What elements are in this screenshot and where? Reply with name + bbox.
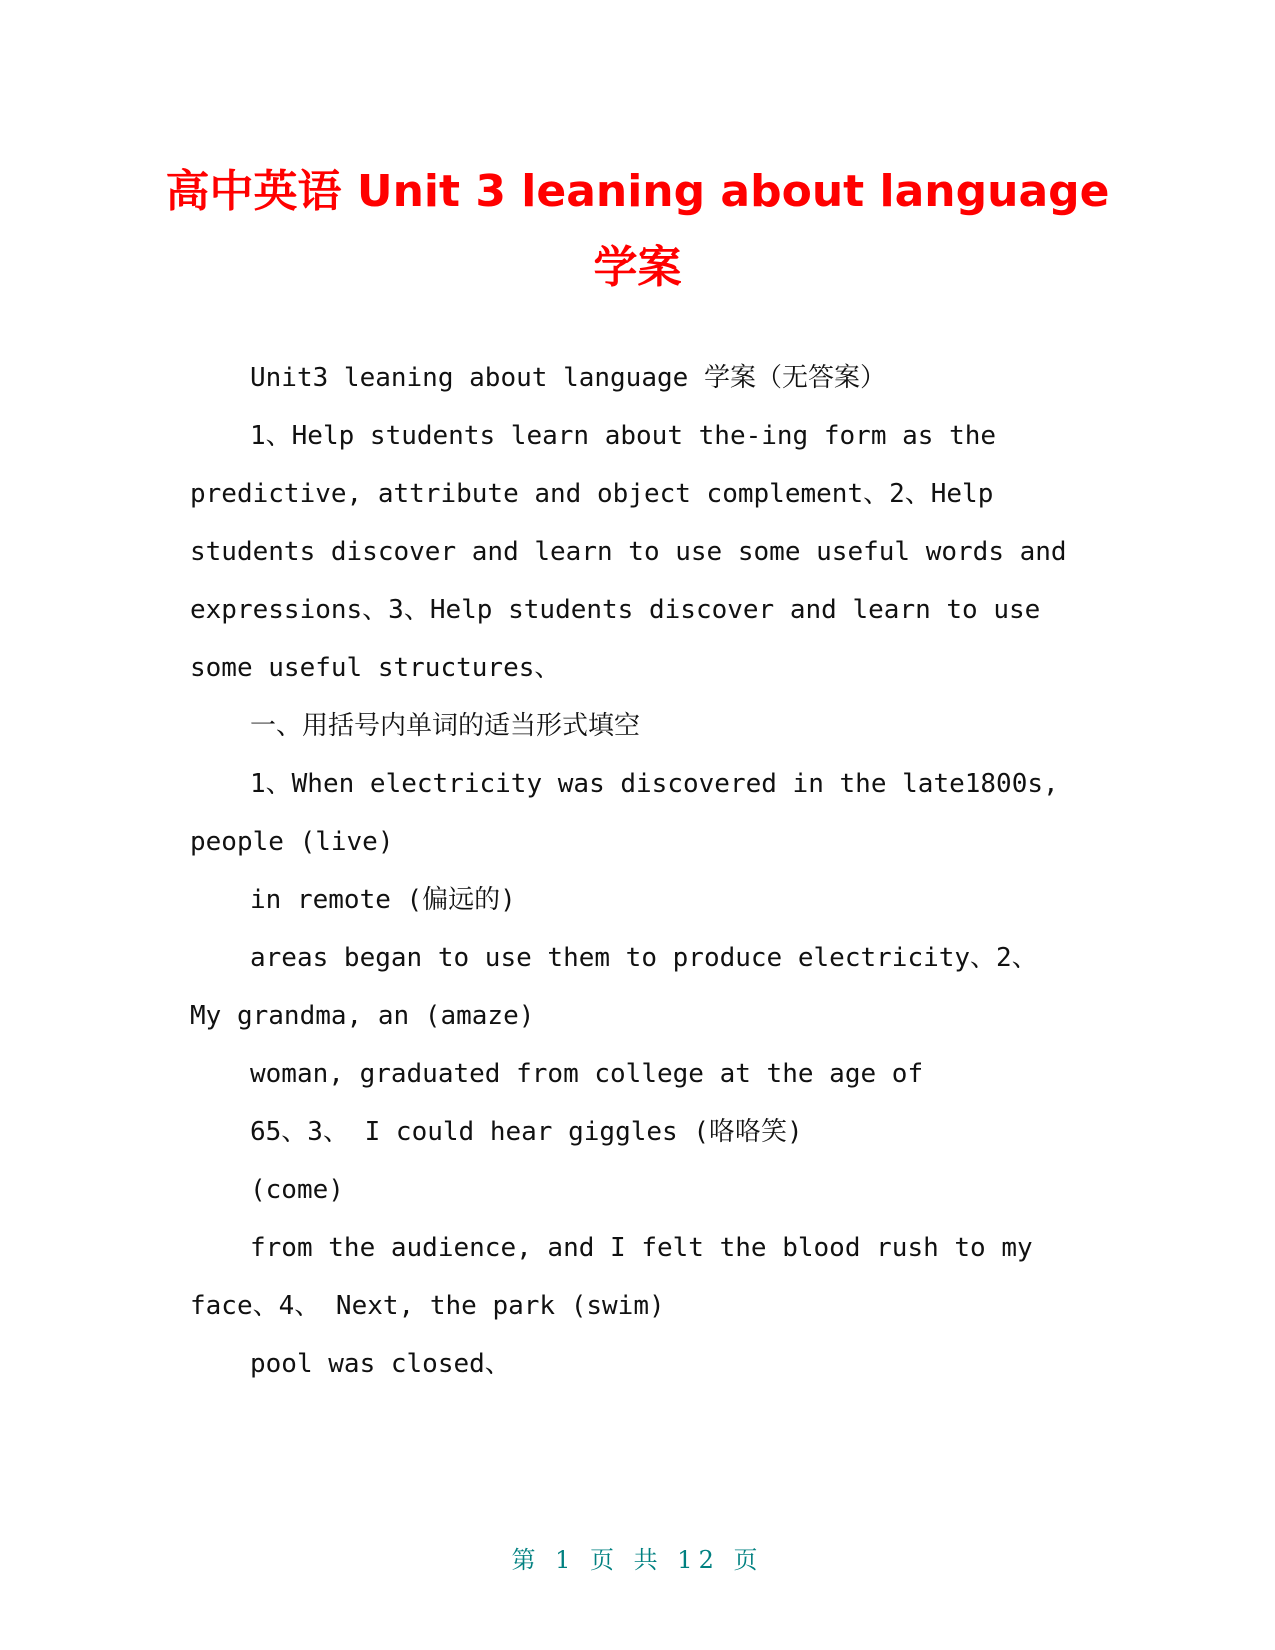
body-line: face、4、 Next, the park (swim) bbox=[190, 1291, 665, 1321]
body-line: woman, graduated from college at the age of bbox=[250, 1059, 924, 1089]
document-title-line-1: 高中英语 Unit 3 leaning about language bbox=[165, 166, 1110, 217]
body-line: Unit3 leaning about language 学案（无答案） bbox=[250, 363, 886, 393]
body-line: (come) bbox=[250, 1175, 344, 1205]
body-line: predictive, attribute and object complement、2、Help bbox=[190, 479, 994, 509]
body-line: students discover and learn to use some useful words and bbox=[190, 537, 1067, 567]
body-line: 1、When electricity was discovered in the late1800s, bbox=[250, 769, 1059, 799]
body-line: expressions、3、Help students discover and learn to use bbox=[190, 595, 1041, 625]
page-number-footer: 第 1 页 共 12 页 bbox=[511, 1546, 764, 1574]
body-line: 1、Help students learn about the-ing form as the bbox=[250, 421, 997, 451]
document-title-line-2: 学案 bbox=[593, 242, 682, 293]
body-line: areas began to use them to produce electricity、2、 bbox=[250, 943, 1038, 973]
body-line: My grandma, an (amaze) bbox=[190, 1001, 535, 1031]
body-line: in remote (偏远的) bbox=[250, 885, 516, 915]
body-line: from the audience, and I felt the blood rush to my bbox=[250, 1233, 1033, 1263]
body-line: some useful structures、 bbox=[190, 653, 561, 683]
body-line: pool was closed、 bbox=[250, 1349, 511, 1379]
body-line: people (live) bbox=[190, 827, 394, 857]
section-heading: 一、用括号内单词的适当形式填空 bbox=[250, 711, 641, 741]
body-line: 65、3、 I could hear giggles (咯咯笑) bbox=[250, 1117, 803, 1147]
